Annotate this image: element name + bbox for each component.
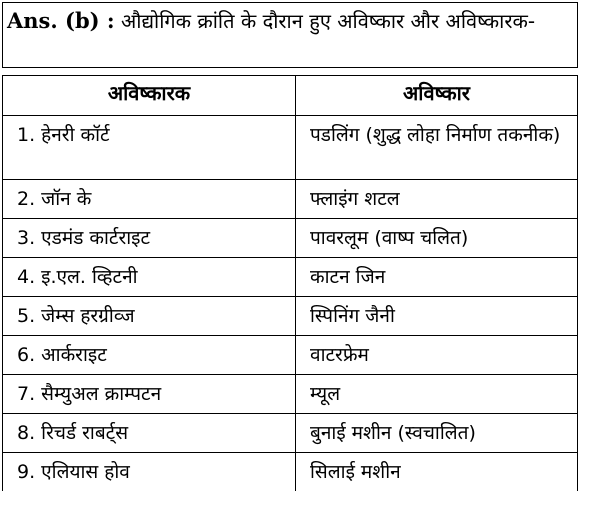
table-header-row (3, 76, 578, 116)
table-row (3, 453, 578, 491)
table-row (3, 414, 578, 453)
header-invention: अविष्कार (296, 76, 578, 116)
inventor-cell: 4. इ.एल. व्हिटनी (3, 258, 296, 297)
table-row (3, 219, 578, 258)
invention-cell: स्पिनिंग जैनी (296, 297, 578, 336)
answer-label: Ans. (b) : (7, 8, 115, 33)
inventor-cell: 5. जेम्स हरग्रीव्ज (3, 297, 296, 336)
header-inventor: अविष्कारक (3, 76, 296, 116)
inventor-cell: 8. रिचर्ड राबर्ट्स (3, 414, 296, 453)
inventor-cell: 9. एलियास होव (3, 453, 296, 491)
table-row (3, 180, 578, 219)
invention-cell: पावरलूम (वाष्प चलित) (296, 219, 578, 258)
invention-cell: बुनाई मशीन (स्वचालित) (296, 414, 578, 453)
table-row (3, 258, 578, 297)
invention-cell: काटन जिन (296, 258, 578, 297)
inventor-cell: 2. जॉन के (3, 180, 296, 219)
table-row (3, 116, 578, 180)
invention-cell: पडलिंग (शुद्ध लोहा निर्माण तकनीक) (296, 116, 578, 180)
invention-cell: सिलाई मशीन (296, 453, 578, 491)
invention-cell: फ्लाइंग शटल (296, 180, 578, 219)
invention-cell: म्यूल (296, 375, 578, 414)
table-row (3, 375, 578, 414)
answer-box (2, 2, 578, 68)
inventor-cell: 1. हेनरी कॉर्ट (3, 116, 296, 180)
invention-cell: वाटरफ्रेम (296, 336, 578, 375)
answer-text: औद्योगिक क्रांति के दौरान हुए अविष्कार और अविष्कारक- (120, 9, 536, 33)
inventions-table (2, 75, 578, 491)
inventor-cell: 6. आर्कराइट (3, 336, 296, 375)
inventor-cell: 3. एडमंड कार्टराइट (3, 219, 296, 258)
table-row (3, 297, 578, 336)
table-row (3, 336, 578, 375)
inventor-cell: 7. सैम्युअल क्राम्पटन (3, 375, 296, 414)
